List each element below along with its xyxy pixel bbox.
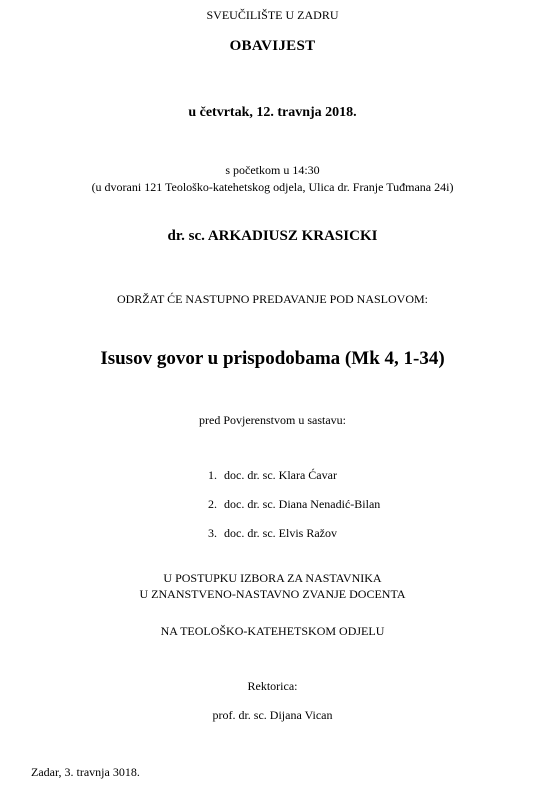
committee-member-number: 3. <box>208 526 217 540</box>
committee-member <box>208 526 337 541</box>
department-line: NA TEOLOŠKO-KATEHETSKOM ODJELU <box>160 624 385 638</box>
rector-name: prof. dr. sc. Dijana Vican <box>212 708 333 722</box>
rector-label: Rektorica: <box>247 679 298 693</box>
committee-member-number: 1. <box>208 468 217 482</box>
lecture-title: Isusov govor u prispodobama (Mk 4, 1-34) <box>100 348 445 369</box>
committee-member-name: doc. dr. sc. Elvis Ražov <box>224 526 337 540</box>
committee-member-name: doc. dr. sc. Diana Nenadić-Bilan <box>224 497 381 511</box>
document-title: OBAVIJEST <box>229 38 316 54</box>
procedure-line-2: U ZNANSTVENO-NASTAVNO ZVANJE DOCENTA <box>139 587 406 601</box>
procedure-line-1: U POSTUPKU IZBORA ZA NASTAVNIKA <box>163 571 382 585</box>
committee-member-name: doc. dr. sc. Klara Ćavar <box>224 468 337 482</box>
event-date: u četvrtak, 12. travnja 2018. <box>188 105 357 120</box>
committee-member <box>208 497 380 512</box>
committee-member <box>208 468 337 483</box>
lecturer-name: dr. sc. ARKADIUSZ KRASICKI <box>167 228 378 244</box>
event-location: (u dvorani 121 Teološko-katehetskog odjela, Ulica dr. Franje Tuđmana 24i) <box>91 180 454 194</box>
announcement-text: ODRŽAT ĆE NASTUPNO PREDAVANJE POD NASLOVOM: <box>116 292 429 306</box>
event-time: s početkom u 14:30 <box>225 163 320 177</box>
university-name: SVEUČILIŠTE U ZADRU <box>206 8 339 22</box>
footer-place-date: Zadar, 3. travnja 3018. <box>31 765 140 779</box>
committee-intro: pred Povjerenstvom u sastavu: <box>199 413 346 427</box>
committee-member-number: 2. <box>208 497 217 511</box>
